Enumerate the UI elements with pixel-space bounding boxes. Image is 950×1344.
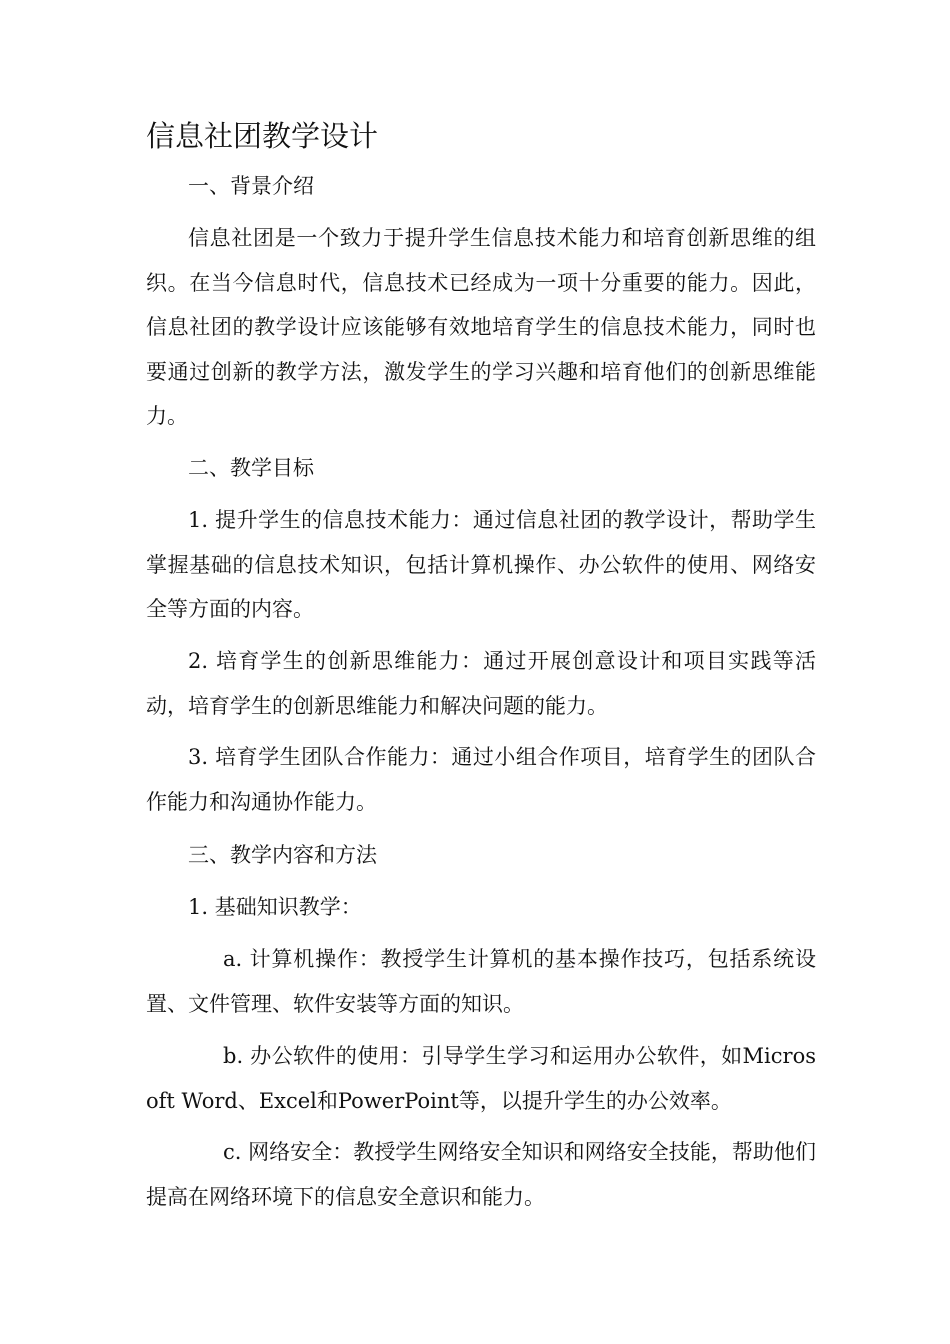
content-item: a. 计算机操作：教授学生计算机的基本操作技巧，包括系统设置、文件管理、软件安装等方面的知识。 [146,947,816,1016]
content-item: b. 办公软件的使用：引导学生学习和运用办公软件，如Microsoft Word、Excel和PowerPoint等，以提升学生的办公效率。 [146,1044,816,1113]
goal-item: 1. 提升学生的信息技术能力：通过信息社团的教学设计，帮助学生掌握基础的信息技术知识，包括计算机操作、办公软件的使用、网络安全等方面的内容。 [146,508,816,621]
section-heading-content-methods: 三、教学内容和方法 [188,843,377,867]
background-paragraph: 信息社团是一个致力于提升学生信息技术能力和培育创新思维的组织。在当今信息时代，信息技术已经成为一项十分重要的能力。因此，信息社团的教学设计应该能够有效地培育学生的信息技术能力，同时也要通过创新的教学方法，激发学生的学习兴趣和培育他们的创新思维能力。 [146,226,816,428]
section-heading-goals: 二、教学目标 [188,456,314,480]
goal-item: 2. 培育学生的创新思维能力：通过开展创意设计和项目实践等活动，培育学生的创新思维能力和解决问题的能力。 [146,649,816,718]
subsection-heading-basics: 1. 基础知识教学： [188,895,362,919]
document-title: 信息社团教学设计 [146,119,379,153]
goal-item: 3. 培育学生团队合作能力：通过小组合作项目，培育学生的团队合作能力和沟通协作能力。 [146,745,816,814]
section-heading-background: 一、背景介绍 [188,174,314,198]
content-item: c. 网络安全：教授学生网络安全知识和网络安全技能，帮助他们提高在网络环境下的信息安全意识和能力。 [146,1140,816,1209]
